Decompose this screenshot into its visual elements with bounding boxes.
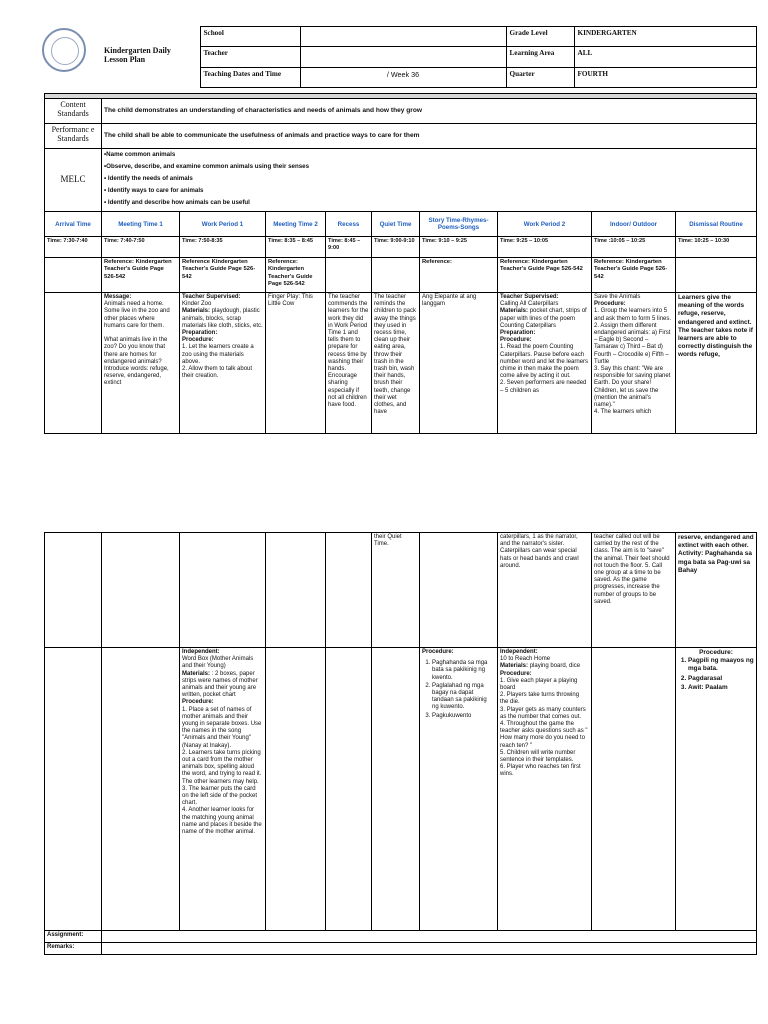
reference-cell: Reference: Kindergarten Teacher's Guide Page 526-542 bbox=[102, 258, 180, 293]
time-cell: Time: 9:25 – 10:05 bbox=[498, 237, 592, 258]
area-value[interactable]: ALL bbox=[574, 47, 756, 67]
col-dismissal-routine: Dismissal Routine bbox=[676, 212, 757, 237]
performance-standards-text: The child shall be able to communicate the usefulness of animals and practice ways to care for them bbox=[102, 124, 757, 149]
reference-cell: Reference: Kindergarten Teacher's Guide Page 526-542 bbox=[592, 258, 676, 293]
plan-title: Kindergarten Daily Lesson Plan bbox=[104, 46, 171, 64]
quiet-time-content: The teacher reminds the children to pack away the things they used in recess time, clean up their eating area, throw their trash in the trash bin, wash their hands, brush their teeth, change their wet clothes, and have bbox=[372, 293, 420, 434]
melc-item: • Identify and describe how animals can be useful bbox=[104, 199, 250, 206]
list-item: 3. Pagkukuwento bbox=[432, 713, 495, 720]
melc-item: • Identify the needs of animals bbox=[104, 175, 193, 182]
story-time-content: Ang Elepante at ang langgam bbox=[420, 293, 498, 434]
meeting-time-2-content: Finger Play: This Little Cow bbox=[266, 293, 326, 434]
time-cell: Time: 10:25 – 10:30 bbox=[676, 237, 757, 258]
melc-label: MELC bbox=[45, 149, 102, 212]
quiet-time-continued: their Quiet Time. bbox=[372, 533, 420, 648]
col-work-period-1: Work Period 1 bbox=[180, 212, 266, 237]
time-cell: Time: 7:40-7:50 bbox=[102, 237, 180, 258]
col-meeting-time-2: Meeting Time 2 bbox=[266, 212, 326, 237]
reference-cell: Reference Kindergarten Teacher's Guide Page 526-542 bbox=[180, 258, 266, 293]
quarter-value[interactable]: FOURTH bbox=[574, 67, 756, 87]
list-item: 2. Paglalahad ng mga bagay na dapat tandaan sa pakikinig ng kuwento. bbox=[432, 683, 495, 712]
quarter-label: Quarter bbox=[506, 67, 574, 87]
lesson-table-page2 bbox=[44, 532, 757, 955]
teacher-value[interactable] bbox=[300, 47, 506, 67]
time-cell: Time: 8:35 – 8:45 bbox=[266, 237, 326, 258]
col-quiet-time: Quiet Time bbox=[372, 212, 420, 237]
content-standards-label: Content Standards bbox=[45, 99, 102, 124]
reference-cell: Reference: Kindergarten Teacher's Guide Page 526-542 bbox=[498, 258, 592, 293]
teacher-label: Teacher bbox=[200, 47, 300, 67]
meeting-time-1-content: Message: Animals need a home. Some live in the zoo and other places where humans care for them. What animals live in the zoo? Do you know that there are homes for endangered animals? Introduce words: refuge, reserve, endangered, extinct bbox=[102, 293, 180, 434]
time-cell: Time: 9:10 – 9:25 bbox=[420, 237, 498, 258]
activity-row bbox=[45, 293, 757, 434]
melc-list bbox=[102, 149, 757, 212]
list-item: 1. Pagpili ng maayos ng mga bata. bbox=[688, 657, 754, 673]
school-label: School bbox=[200, 27, 300, 47]
reference-cell: Reference: Kindergarten Teacher's Guide Page 526-542 bbox=[266, 258, 326, 293]
assignment-row bbox=[45, 931, 757, 943]
col-story-time: Story Time-Rhymes-Poems-Songs bbox=[420, 212, 498, 237]
dismissal-content: Learners give the meaning of the words refuge, reserve, endangered and extinct. The teacher takes note if learners are able to correctly distinguish the words refuge, bbox=[676, 293, 757, 434]
time-cell: Time: 7:30-7:40 bbox=[45, 237, 102, 258]
recess-content: The teacher commends the learners for the work they did in Work Period Time 1 and tells them to prepare for recess time by washing their hands. Encourage sharing especially if not all children have food. bbox=[326, 293, 372, 434]
remarks-label: Remarks: bbox=[45, 943, 102, 955]
dismissal-continued: reserve, endangered and extinct with each other. Activity: Paghahanda sa mga bata sa Pag-uwi sa Bahay bbox=[676, 533, 757, 648]
activity-row-continued bbox=[45, 533, 757, 648]
indoor-outdoor-continued: teacher called out will be carried by the rest of the class. The aim is to "save" the animal. Their feet should not touch the floor. 5. Call one group at a time to be saved. As the game progresses, increase the number of groups to be saved. bbox=[592, 533, 676, 648]
time-row bbox=[45, 237, 757, 258]
content-standards-text: The child demonstrates an understanding of characteristics and needs of animals and how they grow bbox=[102, 99, 757, 124]
lesson-table-page1 bbox=[44, 93, 757, 434]
assignment-label: Assignment: bbox=[45, 931, 102, 943]
grade-label: Grade Level bbox=[506, 27, 574, 47]
time-cell: Time :10:05 – 10:25 bbox=[592, 237, 676, 258]
time-cell: Time: 9:00-9:10 bbox=[372, 237, 420, 258]
header-table bbox=[38, 26, 757, 88]
list-item: 3. Awit: Paalam bbox=[688, 684, 754, 692]
work-period-2-continued: caterpillars, 1 as the narrator, and the narrator's sister. Caterpillars can wear special hats or head bands and crawl around. bbox=[498, 533, 592, 648]
assignment-value[interactable] bbox=[102, 931, 757, 943]
melc-item: •Observe, describe, and examine common animals using their senses bbox=[104, 163, 310, 170]
dates-value[interactable]: / Week 36 bbox=[300, 67, 506, 87]
grade-value[interactable]: KINDERGARTEN bbox=[574, 27, 756, 47]
col-recess: Recess bbox=[326, 212, 372, 237]
area-label: Learning Area bbox=[506, 47, 574, 67]
time-cell: Time: 7:50-8:35 bbox=[180, 237, 266, 258]
work-period-2-independent: Independent: 10 to Reach Home Materials: playing board, dice Procedure: 1. Give each player a playing board 2. Players take turns throwing the die. 3. Player gets as many counters as the number that comes out. 4. Throughout the game the teacher asks questions such as " How many more do you need to reach ten? " 5. Children will write number sentence in their templates. 6. Player who reaches ten first wins. bbox=[498, 648, 592, 931]
col-work-period-2: Work Period 2 bbox=[498, 212, 592, 237]
story-time-procedure: Procedure: 1. Paghahanda sa mga bata sa pakikinig ng kwento. 2. Paglalahad ng mga bagay na dapat tandaan sa pakikinig ng kuwento. 3. Pagkukuwento bbox=[420, 648, 498, 931]
reference-cell: Reference: bbox=[420, 258, 498, 293]
dates-label: Teaching Dates and Time bbox=[200, 67, 300, 87]
dismissal-procedure: Procedure: 1. Pagpili ng maayos ng mga bata. 2. Pagdarasal 3. Awit: Paalam bbox=[676, 648, 757, 931]
col-arrival-time: Arrival Time bbox=[45, 212, 102, 237]
independent-row bbox=[45, 648, 757, 931]
time-cell: Time: 8:45 – 9:00 bbox=[326, 237, 372, 258]
work-period-1-content: Teacher Supervised: Kinder Zoo Materials: playdough, plastic animals, blocks, scrap materials like cloth, sticks, etc. Preparation: Procedure: 1. Let the learners create a zoo using the materials above. 2. Allow them to talk about their creation. bbox=[180, 293, 266, 434]
work-period-1-independent: Independent: Word Box (Mother Animals and their Young) Materials: : 2 boxes, paper strips were names of mother animals and their young are written, pocket chart Procedure: 1. Place a set of names of mother animals and their young in separate boxes. Use the names in the song "Animals and their Young" (Nanay at Inakay). 2. Learners take turns picking out a card from the mother animals box, spelling aloud the word, and trying to read it. The other learners may help. 3. The learner puts the card on the left side of the pocket chart. 4. Another learner looks for the matching young animal name and places it beside the name of the mother animal. bbox=[180, 648, 266, 931]
col-indoor-outdoor: Indoor/ Outdoor bbox=[592, 212, 676, 237]
work-period-2-content: Teacher Supervised: Calling All Caterpillars Materials: pocket chart, strips of paper with lines of the poem Counting Caterpillars Preparation: Procedure: 1. Read the poem Counting Caterpillars. Pause before each number word and let the learners chime in then make the poem come alive by acting it out. 2. Seven performers are needed – 5 children as bbox=[498, 293, 592, 434]
column-header-row bbox=[45, 212, 757, 237]
remarks-value[interactable] bbox=[102, 943, 757, 955]
list-item: 2. Pagdarasal bbox=[688, 675, 754, 683]
col-meeting-time-1: Meeting Time 1 bbox=[102, 212, 180, 237]
performance-standards-label: Performanc e Standards bbox=[45, 124, 102, 149]
melc-item: • Identify ways to care for animals bbox=[104, 187, 204, 194]
indoor-outdoor-content: Save the Animals Procedure: 1. Group the learners into 5 and ask them to form 5 lines. 2. Assign them different endangered animals: a) First – Eagle b) Second – Tamaraw c) Third – Bat d) Fourth – Crocodile e) Fifth – Turtle 3. Say this chant: "We are responsible for saving planet Earth. Do your share! Children, let us save the (mention the animal's name)." 4. The learners which bbox=[592, 293, 676, 434]
school-value[interactable] bbox=[300, 27, 506, 47]
remarks-row bbox=[45, 943, 757, 955]
reference-row bbox=[45, 258, 757, 293]
list-item: 1. Paghahanda sa mga bata sa pakikinig ng kwento. bbox=[432, 660, 495, 682]
melc-item: •Name common animals bbox=[104, 151, 176, 158]
